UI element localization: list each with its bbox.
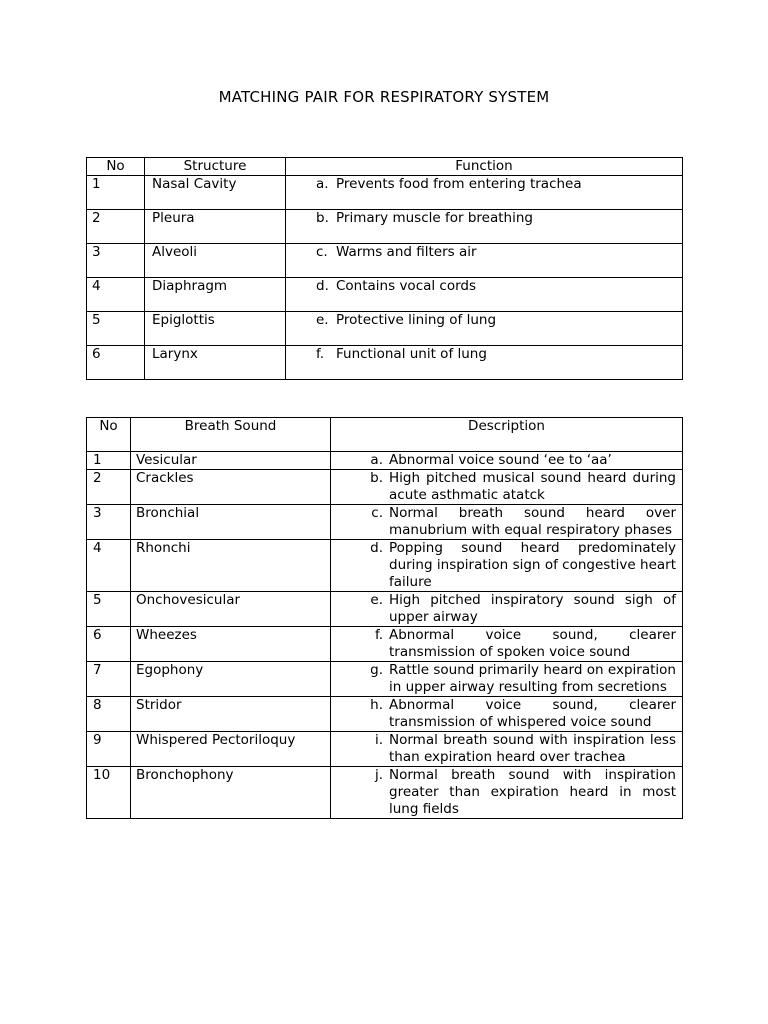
row-no: 2 — [87, 210, 145, 244]
breath-sound-cell: Egophony — [131, 662, 331, 697]
row-no: 5 — [87, 312, 145, 346]
description-text: High pitched inspiratory sound sigh of upper airway — [389, 592, 676, 625]
table-row — [87, 278, 683, 312]
option-letter: g. — [370, 662, 383, 678]
breath-sound-table — [86, 417, 683, 819]
description-text: High pitched musical sound heard during acute asthmatic atatck — [389, 470, 676, 503]
option-letter: a. — [370, 452, 383, 468]
description-text: Rattle sound primarily heard on expiration in upper airway resulting from secretions — [389, 662, 676, 695]
function-cell — [286, 210, 683, 244]
table-row — [87, 627, 683, 662]
structure-cell: Diaphragm — [145, 278, 286, 312]
table-row — [87, 244, 683, 278]
table-row — [87, 346, 683, 380]
description-text: Popping sound heard predominately during inspiration sign of congestive heart failure — [389, 540, 676, 590]
table-row — [87, 210, 683, 244]
description-text: Abnormal voice sound, clearer transmission of whispered voice sound — [389, 697, 676, 730]
table-row — [87, 452, 683, 470]
function-text: Primary muscle for breathing — [336, 210, 533, 226]
table-row — [87, 697, 683, 732]
breath-sound-cell: Rhonchi — [131, 540, 331, 592]
option-letter: j. — [374, 767, 383, 783]
table-row — [87, 732, 683, 767]
table-row — [87, 592, 683, 627]
row-no: 10 — [87, 767, 131, 819]
structure-cell: Larynx — [145, 346, 286, 380]
option-letter: d. — [316, 278, 329, 294]
table-row — [87, 470, 683, 505]
structure-function-table — [86, 157, 683, 380]
row-no: 1 — [87, 452, 131, 470]
option-letter: b. — [316, 210, 329, 226]
description-text: Abnormal voice sound, clearer transmission of spoken voice sound — [389, 627, 676, 660]
header-description: Description — [331, 418, 683, 452]
function-cell — [286, 346, 683, 380]
description-cell — [331, 662, 683, 697]
structure-cell: Alveoli — [145, 244, 286, 278]
row-no: 5 — [87, 592, 131, 627]
description-text: Normal breath sound with inspiration less than expiration heard over trachea — [389, 732, 676, 765]
page-title: MATCHING PAIR FOR RESPIRATORY SYSTEM — [218, 88, 550, 106]
table-row — [87, 176, 683, 210]
breath-sound-cell: Whispered Pectoriloquy — [131, 732, 331, 767]
option-letter: a. — [316, 176, 329, 192]
table-row — [87, 767, 683, 819]
structure-cell: Nasal Cavity — [145, 176, 286, 210]
table-row — [87, 540, 683, 592]
breath-sound-cell: Wheezes — [131, 627, 331, 662]
table-row — [87, 662, 683, 697]
breath-sound-cell: Bronchophony — [131, 767, 331, 819]
header-no: No — [87, 158, 145, 176]
table-header-row — [87, 158, 683, 176]
structure-cell: Epiglottis — [145, 312, 286, 346]
row-no: 7 — [87, 662, 131, 697]
description-cell — [331, 505, 683, 540]
function-text: Prevents food from entering trachea — [336, 176, 582, 192]
row-no: 6 — [87, 346, 145, 380]
function-text: Functional unit of lung — [336, 346, 487, 362]
function-text: Protective lining of lung — [336, 312, 497, 328]
option-letter: f. — [316, 346, 325, 362]
row-no: 2 — [87, 470, 131, 505]
header-no: No — [87, 418, 131, 452]
function-cell — [286, 244, 683, 278]
option-letter: b. — [370, 470, 383, 486]
function-text: Warms and filters air — [336, 244, 477, 260]
description-text: Abnormal voice sound ‘ee to ‘aa’ — [389, 452, 612, 468]
table-row — [87, 505, 683, 540]
description-text: Normal breath sound with inspiration greater than expiration heard in most lung fields — [389, 767, 676, 817]
row-no: 3 — [87, 244, 145, 278]
row-no: 1 — [87, 176, 145, 210]
breath-sound-cell: Crackles — [131, 470, 331, 505]
option-letter: h. — [370, 697, 383, 713]
breath-sound-cell: Stridor — [131, 697, 331, 732]
option-letter: f. — [374, 627, 383, 643]
row-no: 4 — [87, 278, 145, 312]
breath-sound-cell: Bronchial — [131, 505, 331, 540]
description-text: Normal breath sound heard over manubrium with equal respiratory phases — [389, 505, 676, 538]
function-text: Contains vocal cords — [336, 278, 477, 294]
header-structure: Structure — [145, 158, 286, 176]
description-cell — [331, 470, 683, 505]
option-letter: c. — [316, 244, 328, 260]
description-cell — [331, 540, 683, 592]
option-letter: i. — [374, 732, 383, 748]
breath-sound-cell: Onchovesicular — [131, 592, 331, 627]
description-cell — [331, 697, 683, 732]
row-no: 8 — [87, 697, 131, 732]
row-no: 9 — [87, 732, 131, 767]
description-cell — [331, 592, 683, 627]
header-function: Function — [286, 158, 683, 176]
description-cell — [331, 627, 683, 662]
header-breath-sound: Breath Sound — [131, 418, 331, 452]
function-cell — [286, 278, 683, 312]
function-cell — [286, 312, 683, 346]
description-cell — [331, 452, 683, 470]
table-header-row — [87, 418, 683, 452]
option-letter: c. — [371, 505, 383, 521]
description-cell — [331, 767, 683, 819]
description-cell — [331, 732, 683, 767]
function-cell — [286, 176, 683, 210]
table-row — [87, 312, 683, 346]
row-no: 4 — [87, 540, 131, 592]
option-letter: d. — [370, 540, 383, 556]
row-no: 3 — [87, 505, 131, 540]
option-letter: e. — [316, 312, 329, 328]
option-letter: e. — [370, 592, 383, 608]
structure-cell: Pleura — [145, 210, 286, 244]
row-no: 6 — [87, 627, 131, 662]
breath-sound-cell: Vesicular — [131, 452, 331, 470]
